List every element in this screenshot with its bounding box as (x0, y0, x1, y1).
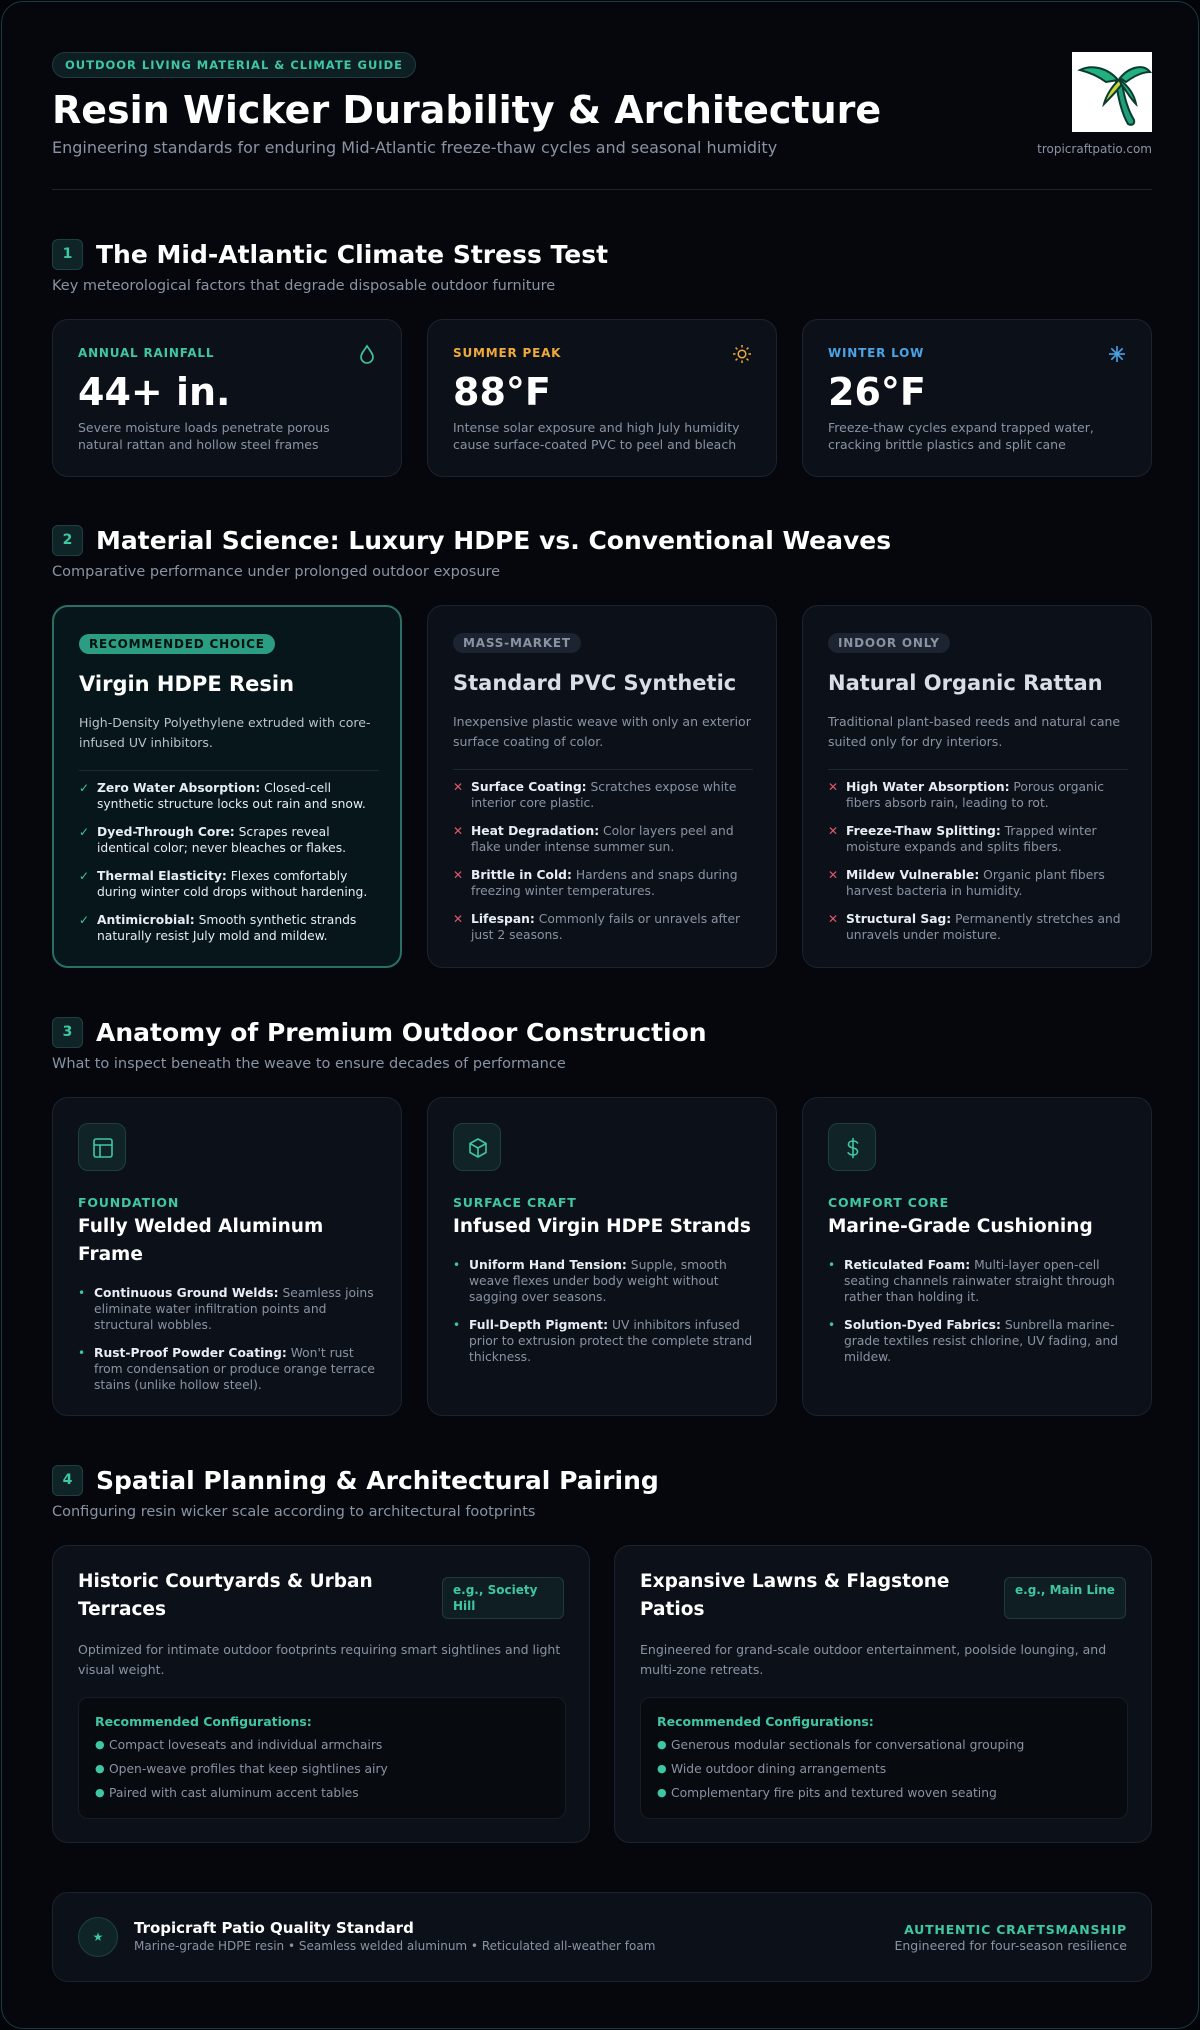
config-text: Paired with cast aluminum accent tables (109, 1786, 359, 1800)
site-url[interactable]: tropicraftpatio.com (1037, 142, 1152, 156)
point-text: Closed-cell synthetic structure locks out rain and snow. (97, 781, 366, 811)
section-number: 2 (52, 525, 83, 556)
content (52, 52, 1152, 1953)
x-icon: ✕ (453, 824, 464, 838)
list-item (78, 1345, 378, 1393)
material-points (79, 780, 379, 956)
point-text: Hardens and snaps during freezing winter temperatures. (471, 868, 738, 898)
x-icon: ✕ (828, 868, 839, 882)
point-text: Scrapes reveal identical color; never bleaches or flakes. (97, 825, 347, 855)
spatial-title: Historic Courtyards & Urban Terraces (78, 1571, 373, 1620)
check-icon: ✓ (79, 825, 90, 839)
list-item (79, 912, 379, 944)
point-text: Color layers peel and flake under intense summer sun. (471, 824, 734, 854)
point-text: Flexes comfortably during winter cold drops without hardening. (97, 869, 368, 899)
guide-kicker-badge: OUTDOOR LIVING MATERIAL & CLIMATE GUIDE (52, 52, 416, 78)
point-text: Sunbrella marine-grade textiles resist chlorine, UV fading, and mildew. (844, 1318, 1119, 1364)
point-text: Permanently stretches and unravels under moisture. (846, 912, 1121, 942)
anatomy-card-cushioning (802, 1097, 1152, 1416)
material-card-pvc (427, 605, 777, 968)
section-subtitle: Configuring resin wicker scale according to architectural footprints (52, 1504, 536, 1520)
list-item (657, 1785, 1024, 1801)
list-item (657, 1761, 1024, 1777)
bullet-icon: ● (657, 1786, 667, 1799)
point-text: Scratches expose white interior core plastic. (471, 780, 737, 810)
point-label: Rust-Proof Powder Coating: (94, 1346, 287, 1360)
list-item (828, 1317, 1128, 1365)
anatomy-card-frame (52, 1097, 402, 1416)
x-icon: ✕ (453, 912, 464, 926)
list-item (453, 911, 753, 943)
list-item (78, 1285, 378, 1333)
material-title: Virgin HDPE Resin (79, 672, 295, 696)
anatomy-card-strands (427, 1097, 777, 1416)
point-label: Full-Depth Pigment: (469, 1318, 609, 1332)
material-title: Natural Organic Rattan (828, 671, 1103, 695)
anatomy-title: Infused Virgin HDPE Strands (453, 1216, 751, 1237)
list-item (79, 780, 379, 812)
climate-description: Freeze-thaw cycles expand trapped water, cracking brittle plastics and split cane (828, 420, 1094, 452)
list-item (453, 823, 753, 855)
x-icon: ✕ (453, 868, 464, 882)
point-label: Lifespan: (471, 912, 535, 926)
section-title: Material Science: Luxury HDPE vs. Conventional Weaves (96, 525, 892, 555)
droplet-icon (357, 344, 377, 364)
section-subtitle: Comparative performance under prolonged outdoor exposure (52, 564, 501, 580)
anatomy-kicker: FOUNDATION (78, 1195, 180, 1210)
cube-icon (453, 1123, 501, 1171)
configurations-list (95, 1737, 388, 1809)
point-label: Uniform Hand Tension: (469, 1258, 627, 1272)
point-label: Continuous Ground Welds: (94, 1286, 279, 1300)
climate-card-summer (427, 319, 777, 477)
material-points (828, 779, 1128, 955)
dollar-icon (828, 1123, 876, 1171)
section-number: 3 (52, 1017, 83, 1048)
list-item (79, 824, 379, 856)
frame-layout-icon (78, 1123, 126, 1171)
resilience-label: Engineered for four-season resilience (894, 1938, 1127, 1953)
location-tag: e.g., Society Hill (442, 1577, 564, 1619)
bullet-icon: ● (657, 1762, 667, 1775)
footer-title: Tropicraft Patio Quality Standard (134, 1919, 414, 1937)
section-title: The Mid-Atlantic Climate Stress Test (96, 239, 609, 269)
x-icon: ✕ (828, 824, 839, 838)
bullet-icon: ● (657, 1738, 667, 1751)
material-description: High-Density Polyethylene extruded with core-infused UV inhibitors. (79, 715, 371, 750)
section-number: 1 (52, 239, 83, 270)
material-title: Standard PVC Synthetic (453, 671, 737, 695)
point-label: Solution-Dyed Fabrics: (844, 1318, 1001, 1332)
list-item (828, 823, 1128, 855)
section-anatomy (52, 1016, 1152, 1072)
climate-card-winter (802, 319, 1152, 477)
list-item (453, 1257, 753, 1305)
list-item (828, 1257, 1128, 1305)
configurations-title: Recommended Configurations: (95, 1714, 312, 1729)
check-icon: ✓ (79, 869, 90, 883)
craftsmanship-label: AUTHENTIC CRAFTSMANSHIP (904, 1922, 1127, 1937)
palm-tree-logo[interactable] (1072, 52, 1152, 132)
point-label: Reticulated Foam: (844, 1258, 971, 1272)
list-item (79, 868, 379, 900)
point-label: High Water Absorption: (846, 780, 1010, 794)
point-text: Trapped winter moisture expands and splits fibers. (846, 824, 1097, 854)
anatomy-kicker: COMFORT CORE (828, 1195, 949, 1210)
bullet-icon: • (828, 1318, 836, 1332)
config-text: Compact loveseats and individual armchairs (109, 1738, 383, 1752)
sun-icon (732, 344, 752, 364)
point-label: Structural Sag: (846, 912, 952, 926)
point-text: Commonly fails or unravels after just 2 seasons. (471, 912, 741, 942)
point-label: Heat Degradation: (471, 824, 600, 838)
snowflake-icon (1107, 344, 1127, 364)
config-text: Wide outdoor dining arrangements (671, 1762, 887, 1776)
configurations-box (640, 1697, 1128, 1819)
anatomy-kicker: SURFACE CRAFT (453, 1195, 577, 1210)
indoor-only-badge: INDOOR ONLY (828, 633, 950, 653)
climate-value: 26°F (828, 370, 926, 414)
mass-market-badge: MASS-MARKET (453, 633, 581, 653)
footer (52, 1892, 1152, 1982)
header (52, 52, 1152, 190)
config-text: Open-weave profiles that keep sightlines airy (109, 1762, 388, 1776)
list-item (453, 867, 753, 899)
anatomy-points (453, 1257, 753, 1377)
bullet-icon: • (78, 1346, 86, 1360)
divider (828, 769, 1128, 770)
point-text: Multi-layer open-cell seating channels rainwater straight through rather than holding it. (844, 1258, 1115, 1304)
bullet-icon: ● (95, 1738, 105, 1751)
divider (453, 769, 753, 770)
list-item (828, 911, 1128, 943)
climate-value: 44+ in. (78, 370, 231, 414)
section-title: Spatial Planning & Architectural Pairing (96, 1465, 659, 1495)
list-item (453, 779, 753, 811)
section-subtitle: What to inspect beneath the weave to ensure decades of performance (52, 1056, 566, 1072)
material-points (453, 779, 753, 955)
list-item (453, 1317, 753, 1365)
climate-description: Intense solar exposure and high July humidity cause surface-coated PVC to peel and bleach (453, 420, 740, 452)
list-item (657, 1737, 1024, 1753)
page-title: Resin Wicker Durability & Architecture (52, 88, 882, 132)
bullet-icon: • (828, 1258, 836, 1272)
point-label: Mildew Vulnerable: (846, 868, 980, 882)
configurations-box (78, 1697, 566, 1819)
material-card-rattan (802, 605, 1152, 968)
climate-description: Severe moisture loads penetrate porous natural rattan and hollow steel frames (78, 420, 330, 452)
page-subtitle: Engineering standards for enduring Mid-Atlantic freeze-thaw cycles and seasonal humidity (52, 138, 778, 157)
material-description: Traditional plant-based reeds and natural cane suited only for dry interiors. (828, 714, 1121, 749)
section-spatial (52, 1464, 1152, 1520)
point-label: Freeze-Thaw Splitting: (846, 824, 1001, 838)
list-item (828, 867, 1128, 899)
spatial-description: Engineered for grand-scale outdoor entertainment, poolside lounging, and multi-zone retreats. (640, 1642, 1107, 1677)
spatial-card-lawns (614, 1545, 1152, 1843)
point-text: Porous organic fibers absorb rain, leading to rot. (846, 780, 1105, 810)
list-item (95, 1761, 388, 1777)
bullet-icon: • (453, 1258, 461, 1272)
point-text: Seamless joins eliminate water infiltration points and structural wobbles. (94, 1286, 374, 1332)
section-subtitle: Key meteorological factors that degrade disposable outdoor furniture (52, 278, 556, 294)
spatial-title: Expansive Lawns & Flagstone Patios (640, 1571, 950, 1620)
point-text: UV inhibitors infused prior to extrusion protect the complete strand thickness. (469, 1318, 753, 1364)
page (1, 1, 1199, 2029)
check-icon: ✓ (79, 781, 90, 795)
climate-value: 88°F (453, 370, 551, 414)
list-item (828, 779, 1128, 811)
check-icon: ✓ (79, 913, 90, 927)
climate-card-rainfall (52, 319, 402, 477)
anatomy-points (78, 1285, 378, 1405)
footer-subtitle: Marine-grade HDPE resin • Seamless welded aluminum • Reticulated all-weather foam (134, 1939, 656, 1953)
point-text: Smooth synthetic strands naturally resist July mold and mildew. (97, 913, 357, 943)
point-text: Organic plant fibers harvest bacteria in humidity. (846, 868, 1105, 898)
location-tag: e.g., Main Line (1004, 1577, 1126, 1619)
configurations-list (657, 1737, 1024, 1809)
climate-label: SUMMER PEAK (453, 346, 562, 360)
spatial-card-courtyards (52, 1545, 590, 1843)
bullet-icon: • (453, 1318, 461, 1332)
material-description: Inexpensive plastic weave with only an exterior surface coating of color. (453, 714, 751, 749)
recommended-badge: RECOMMENDED CHOICE (79, 634, 275, 654)
star-icon: ★ (78, 1917, 118, 1957)
config-text: Complementary fire pits and textured woven seating (671, 1786, 997, 1800)
bullet-icon: • (78, 1286, 86, 1300)
x-icon: ✕ (828, 912, 839, 926)
climate-label: WINTER LOW (828, 346, 925, 360)
section-number: 4 (52, 1465, 83, 1496)
point-text: Supple, smooth weave flexes under body weight without sagging over seasons. (469, 1258, 727, 1304)
point-label: Brittle in Cold: (471, 868, 572, 882)
point-label: Surface Coating: (471, 780, 587, 794)
anatomy-title: Fully Welded Aluminum Frame (78, 1216, 324, 1265)
anatomy-points (828, 1257, 1128, 1377)
point-label: Zero Water Absorption: (97, 781, 261, 795)
list-item (95, 1737, 388, 1753)
x-icon: ✕ (453, 780, 464, 794)
divider (79, 770, 379, 771)
section-materials (52, 524, 1152, 580)
anatomy-title: Marine-Grade Cushioning (828, 1216, 1093, 1237)
point-text: Won't rust from condensation or produce orange terrace stains (unlike hollow steel). (94, 1346, 375, 1392)
bullet-icon: ● (95, 1786, 105, 1799)
section-title: Anatomy of Premium Outdoor Construction (96, 1017, 707, 1047)
config-text: Generous modular sectionals for conversational grouping (671, 1738, 1025, 1752)
bullet-icon: ● (95, 1762, 105, 1775)
point-label: Thermal Elasticity: (97, 869, 227, 883)
climate-label: ANNUAL RAINFALL (78, 346, 215, 360)
section-climate (52, 238, 1152, 294)
configurations-title: Recommended Configurations: (657, 1714, 874, 1729)
material-card-hdpe (52, 605, 402, 968)
x-icon: ✕ (828, 780, 839, 794)
list-item (95, 1785, 388, 1801)
point-label: Antimicrobial: (97, 913, 195, 927)
spatial-description: Optimized for intimate outdoor footprints requiring smart sightlines and light visual weight. (78, 1642, 561, 1677)
point-label: Dyed-Through Core: (97, 825, 235, 839)
